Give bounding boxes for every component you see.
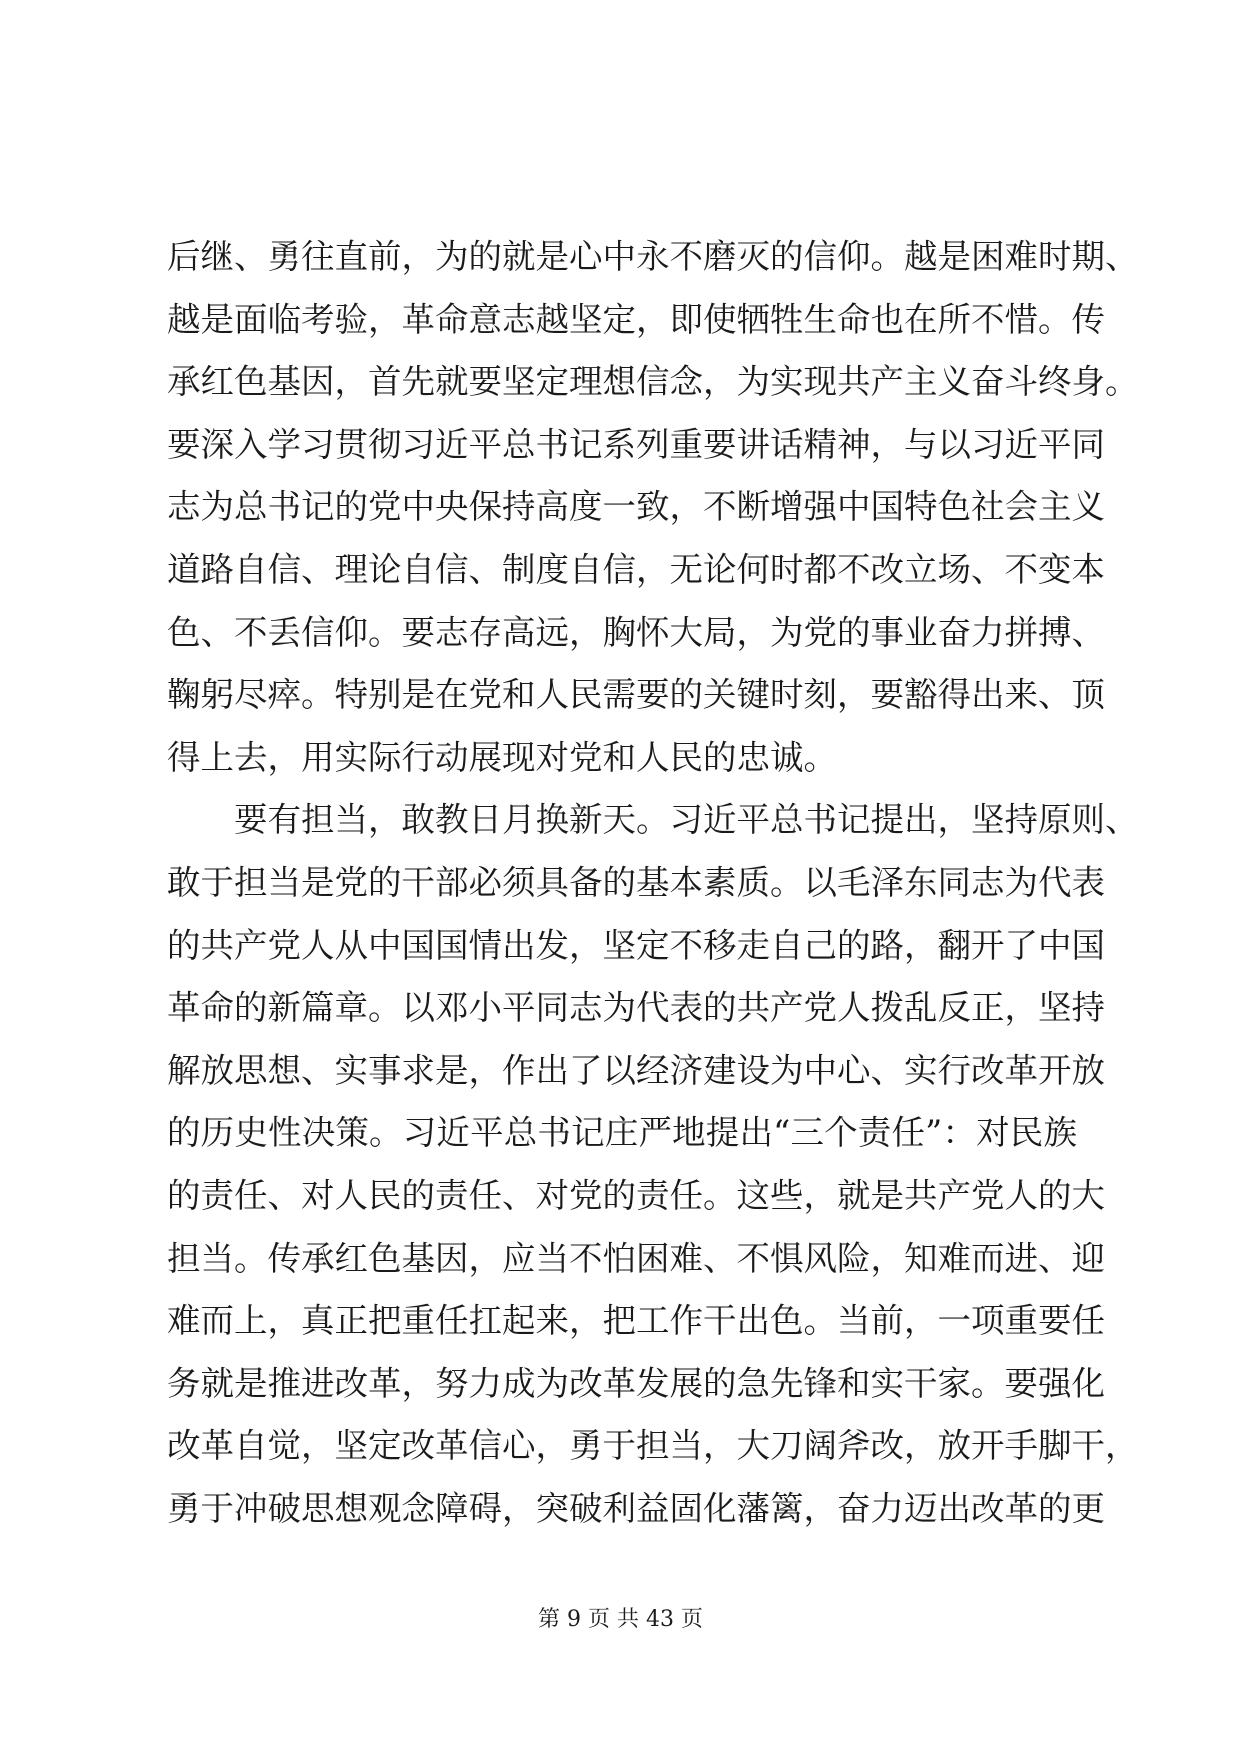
text-line: 务就是推进改革，努力成为改革发展的急先锋和实干家。要强化	[167, 1363, 1105, 1403]
text-line: 解放思想、实事求是，作出了以经济建设为中心、实行改革开放	[167, 1050, 1105, 1090]
text-line: 色、不丢信仰。要志存高远，胸怀大局，为党的事业奋力拼搏、	[167, 612, 1105, 652]
text-line: 得上去，用实际行动展现对党和人民的忠诚。	[167, 737, 837, 777]
text-line: 担当。传承红色基因，应当不怕困难、不惧风险，知难而进、迎	[167, 1238, 1105, 1278]
text-line: 的共产党人从中国国情出发，坚定不移走自己的路，翻开了中国	[167, 925, 1105, 965]
text-line: 难而上，真正把重任扛起来，把工作干出色。当前，一项重要任	[167, 1301, 1105, 1341]
text-line: 勇于冲破思想观念障碍，突破利益固化藩篱，奋力迈出改革的更	[167, 1488, 1105, 1528]
text-line: 承红色基因，首先就要坚定理想信念，为实现共产主义奋斗终身。	[167, 362, 1139, 402]
text-line: 的历史性决策。习近平总书记庄严地提出“三个责任”：对民族	[167, 1113, 1077, 1153]
text-line: 越是面临考验，革命意志越坚定，即使牺牲生命也在所不惜。传	[167, 299, 1105, 339]
text-line: 要有担当，敢教日月换新天。习近平总书记提出，坚持原则、	[234, 800, 1139, 840]
text-line: 后继、勇往直前，为的就是心中永不磨灭的信仰。越是困难时期、	[167, 237, 1139, 276]
text-line: 要深入学习贯彻习近平总书记系列重要讲话精神，与以习近平同	[167, 424, 1105, 464]
text-line: 革命的新篇章。以邓小平同志为代表的共产党人拨乱反正，坚持	[167, 988, 1105, 1028]
paragraph-1	[167, 226, 1139, 789]
text-line: 鞠躬尽瘁。特别是在党和人民需要的关键时刻，要豁得出来、顶	[167, 675, 1105, 715]
paragraph-2	[167, 789, 1139, 1540]
page-number-footer: 第 9 页 共 43 页	[538, 1607, 703, 1632]
text-line: 敢于担当是党的干部必须具备的基本素质。以毛泽东同志为代表	[167, 862, 1105, 902]
document-body	[167, 226, 1139, 1540]
text-line: 志为总书记的党中央保持高度一致，不断增强中国特色社会主义	[167, 487, 1105, 527]
text-line: 的责任、对人民的责任、对党的责任。这些，就是共产党人的大	[167, 1175, 1105, 1215]
text-line: 道路自信、理论自信、制度自信，无论何时都不改立场、不变本	[167, 549, 1105, 589]
text-line: 改革自觉，坚定改革信心，勇于担当，大刀阔斧改，放开手脚干，	[167, 1426, 1139, 1466]
